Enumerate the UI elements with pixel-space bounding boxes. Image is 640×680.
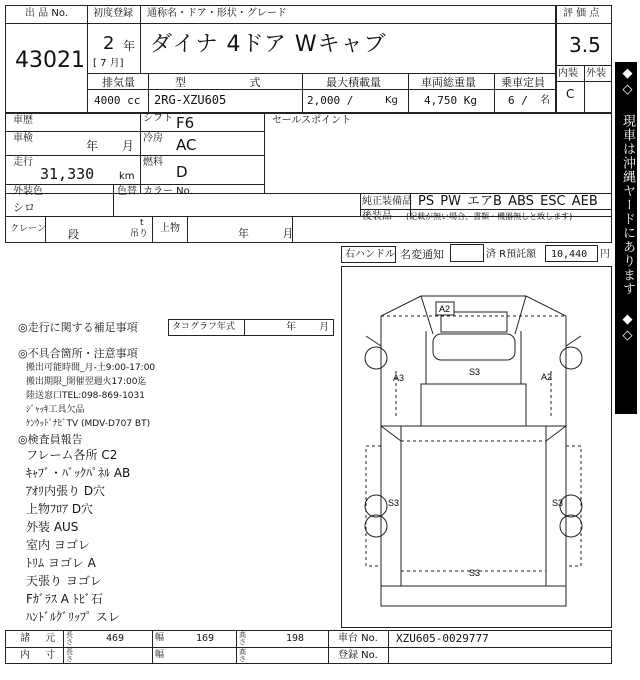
crane-hoist: 吊り [130, 229, 149, 239]
defect-line-5: ｹﾝｳｯﾄﾞﾅﾋﾞTV (MDV-D707 BT) [26, 419, 151, 429]
report-line-9: Fｶﾞﾗｽ A ﾄﾋﾞ石 [26, 592, 103, 606]
tacho-label: タコグラフ年式 [172, 322, 236, 332]
inner-dims-label: 内 寸 [20, 650, 62, 661]
color-change-label: 色替 [117, 186, 137, 197]
report-line-8: 天張り ヨゴレ [26, 574, 102, 588]
model-label: 型 式 [175, 76, 291, 89]
max-load-value: 2,000 / [307, 94, 354, 107]
crane-stage: 段 [68, 228, 79, 241]
max-load-label: 最大積載量 [326, 76, 381, 89]
first-reg-year: 2 [103, 33, 115, 54]
name-change-label: 名変通知 [400, 248, 444, 261]
mark-s3-cab: S3 [469, 367, 481, 377]
max-load-unit: Kg [385, 95, 398, 106]
ext-color-value: シロ [13, 201, 35, 214]
length-value: 469 [106, 633, 125, 644]
equipment-value: PS PW エアB ABS ESC AEB [418, 194, 598, 209]
mileage-unit: km [119, 171, 135, 182]
shift-value: F6 [176, 114, 195, 132]
report-line-4: 上物ﾌﾛｱ D穴 [26, 502, 94, 516]
defect-line-3: 陸送窓口TEL:098-869-1031 [26, 391, 145, 401]
body-label: 上物 [160, 223, 180, 234]
recycle-amount: 10,440 [551, 249, 588, 260]
name-change-box [450, 244, 484, 262]
inner-height-label: 高さ [239, 648, 246, 663]
capacity-unit: 名 [540, 95, 550, 106]
height-value: 198 [286, 633, 305, 644]
shift-label: シフト [143, 113, 173, 124]
fuel-label: 燃料 [143, 157, 163, 168]
chassis-value: XZU605-0029777 [396, 632, 489, 645]
vehicle-title-label: 通称名・ドア・形状・グレード [147, 8, 287, 19]
inspection-value: 年 月 [86, 139, 134, 153]
vehicle-name: ダイナ 4ドア Wキャブ [150, 32, 387, 57]
retrofit-label: 後装品 [362, 211, 392, 222]
report-line-10: ﾊﾝﾄﾞﾙｸﾞﾘｯﾌﾟ スレ [26, 610, 120, 624]
recycle-label: 済 R預託額 [486, 249, 537, 260]
inner-length-label: 長さ [66, 648, 73, 663]
retrofit-note: (記載が無い場合、書類・機器無しと致します) [406, 212, 573, 221]
defects-title: ◎不具合箇所・注意事項 [18, 347, 138, 360]
lot-no-label: 出 品 No. [25, 8, 68, 19]
lot-number: 43021 [15, 48, 85, 73]
displacement-value: 4000 cc [94, 94, 141, 107]
color-code-label: カラー No. [143, 186, 193, 197]
capacity-value: 6 / [508, 94, 528, 107]
reg-no-label: 登録 No. [338, 650, 378, 661]
mark-s3-left: S3 [388, 498, 400, 508]
mark-a3-left: A3 [393, 373, 405, 383]
crane-ton: t [140, 218, 144, 228]
body-value: 年 月 [238, 227, 294, 240]
width-label: 幅 [155, 633, 165, 643]
history-label: 車歴 [13, 115, 33, 126]
inner-width-label: 幅 [155, 650, 165, 660]
gvw-value: 4,750 Kg [424, 94, 477, 107]
interior-grade: C [566, 87, 575, 101]
fuel-value: D [176, 163, 188, 181]
mileage-label: 走行 [13, 157, 33, 168]
height-label: 高さ [239, 631, 246, 646]
ac-value: AC [176, 136, 197, 154]
defect-line-1: 搬出可能時間_月-土9:00-17:00 [26, 363, 156, 373]
sales-point-label: セールスポイント [272, 115, 352, 126]
gvw-label: 車両総重量 [421, 76, 476, 89]
report-line-5: 外装 AUS [26, 520, 79, 534]
truck-diagram [341, 266, 612, 628]
mileage-value: 31,330 [40, 165, 95, 183]
exterior-label: 外装 [586, 68, 606, 79]
displacement-label: 排気量 [102, 76, 135, 89]
details-frame [5, 113, 612, 243]
report-line-1: フレーム各所 C2 [26, 448, 118, 462]
first-reg-label: 初度登録 [93, 8, 133, 19]
year-unit: 年 [123, 39, 136, 53]
mark-s3-rear: S3 [469, 568, 481, 578]
length-label: 長さ [66, 631, 73, 646]
inspector-title: ◎検査員報告 [18, 433, 83, 446]
ac-label: 冷房 [143, 133, 163, 144]
report-line-2: ｷｬﾌﾞ・ﾊﾞｯｸﾊﾟﾈﾙ AB [26, 466, 131, 480]
grade-value: 3.5 [569, 33, 601, 57]
mark-a2-right: A2 [541, 372, 553, 382]
equipment-label: 純正装備品 [362, 196, 412, 207]
report-line-7: ﾄﾘﾑ ヨゴレ A [26, 556, 96, 570]
supplement-title: ◎走行に関する補足事項 [18, 321, 138, 334]
defect-line-4: ｼﾞｬｯｷ工具欠品 [26, 405, 85, 415]
report-line-3: ｱｵﾘ内張り D穴 [26, 484, 106, 498]
tacho-value: 年 月 [286, 322, 330, 333]
grade-label: 評 価 点 [563, 8, 600, 19]
right-hand-drive: 右ハンドル [345, 249, 395, 260]
defect-line-2: 搬出期限_開催翌週火17:00迄 [26, 377, 147, 387]
recycle-unit: 円 [600, 249, 610, 260]
dims-label: 諸 元 [20, 633, 62, 644]
capacity-label: 乗車定員 [501, 76, 545, 89]
width-value: 169 [196, 633, 215, 644]
interior-label: 内装 [558, 68, 578, 79]
report-line-6: 室内 ヨゴレ [26, 538, 90, 552]
first-reg-month: [ 7 月] [93, 58, 124, 69]
crane-label: クレーン [10, 224, 46, 234]
inspection-label: 車検 [13, 133, 33, 144]
chassis-label: 車台 No. [338, 633, 378, 644]
mark-s3-right: S3 [552, 498, 564, 508]
ext-color-label: 外装色 [13, 186, 43, 197]
side-banner-text: ◆◇ 現車は沖縄ヤードにあります ◆◇ [620, 66, 635, 344]
model-value: 2RG-XZU605 [154, 93, 227, 107]
mark-a2-top: A2 [439, 304, 451, 314]
